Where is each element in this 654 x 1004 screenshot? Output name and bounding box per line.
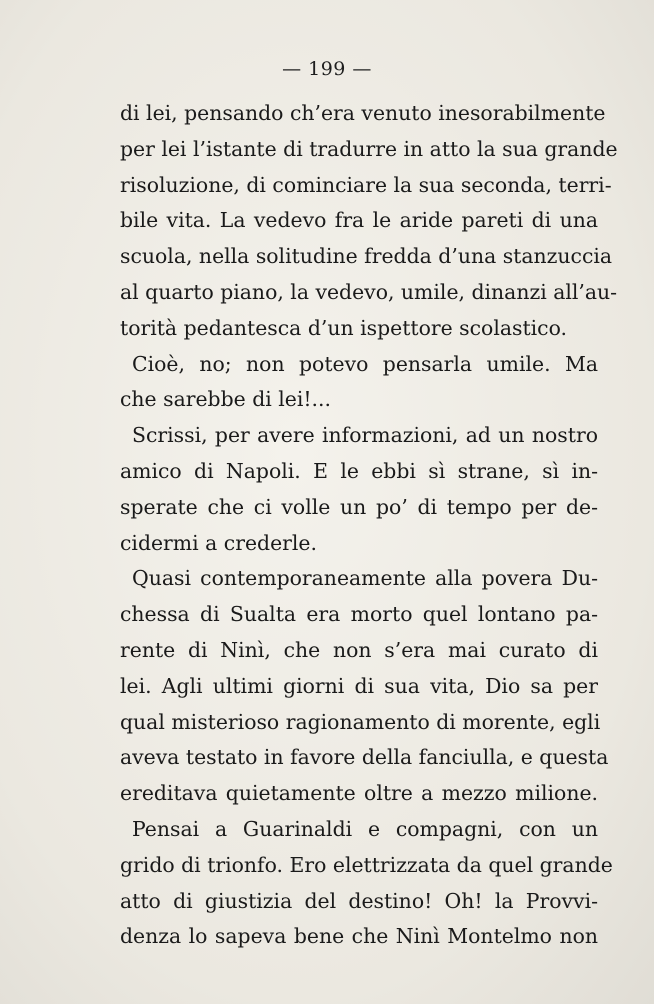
text-line: Cioè, no; non potevo pensarla umile. Ma (132, 351, 598, 376)
text-line: al quarto piano, la vedevo, umile, dinanzi all’au- (120, 279, 618, 304)
paragraph-3 (120, 418, 598, 561)
paragraph-4 (120, 561, 609, 812)
text-line: Quasi contemporaneamente alla povera Du- (132, 566, 598, 591)
text-line: atto di giustizia del destino! Oh! la Provvi- (120, 888, 598, 913)
text-line: chessa di Sualta era morto quel lontano pa- (120, 602, 598, 627)
text-line: aveva testato in favore della fanciulla, e questa (120, 745, 609, 770)
text-line: ereditava quietamente oltre a mezzo milione. (120, 781, 598, 806)
paragraph-1 (120, 96, 618, 347)
text-line: per lei l’istante di tradurre in atto la sua grande (120, 136, 618, 161)
text-line: cidermi a crederle. (120, 530, 317, 555)
text-line: che sarebbe di lei!... (120, 387, 331, 412)
text-line: amico di Napoli. E le ebbi sì strane, sì in- (120, 458, 598, 483)
text-line: Pensai a Guarinaldi e compagni, con un (132, 816, 598, 841)
page-text (120, 96, 618, 955)
text-line: bile vita. La vedevo fra le aride pareti di una (120, 208, 598, 233)
text-line: lei. Agli ultimi giorni di sua vita, Dio sa per (120, 673, 598, 698)
paragraph-5 (120, 812, 613, 955)
text-line: torità pedantesca d’un ispettore scolastico. (120, 315, 568, 340)
text-line: risoluzione, di cominciare la sua seconda, terri- (120, 172, 612, 197)
text-line: qual misterioso ragionamento di morente, egli (120, 709, 601, 734)
text-line: grido di trionfo. Ero elettrizzata da quel grande (120, 852, 613, 877)
paragraph-2 (120, 347, 598, 419)
text-line: Scrissi, per avere informazioni, ad un nostro (132, 423, 598, 448)
text-line: di lei, pensando ch’era venuto inesorabilmente (120, 101, 606, 125)
text-line: rente di Ninì, che non s’era mai curato di (120, 637, 598, 662)
page-number: — 199 — (282, 58, 372, 80)
text-line: sperate che ci volle un po’ di tempo per de- (120, 494, 598, 519)
text-line: scuola, nella solitudine fredda d’una stanzuccia (120, 244, 613, 269)
text-line: denza lo sapeva bene che Ninì Montelmo non (120, 924, 598, 949)
